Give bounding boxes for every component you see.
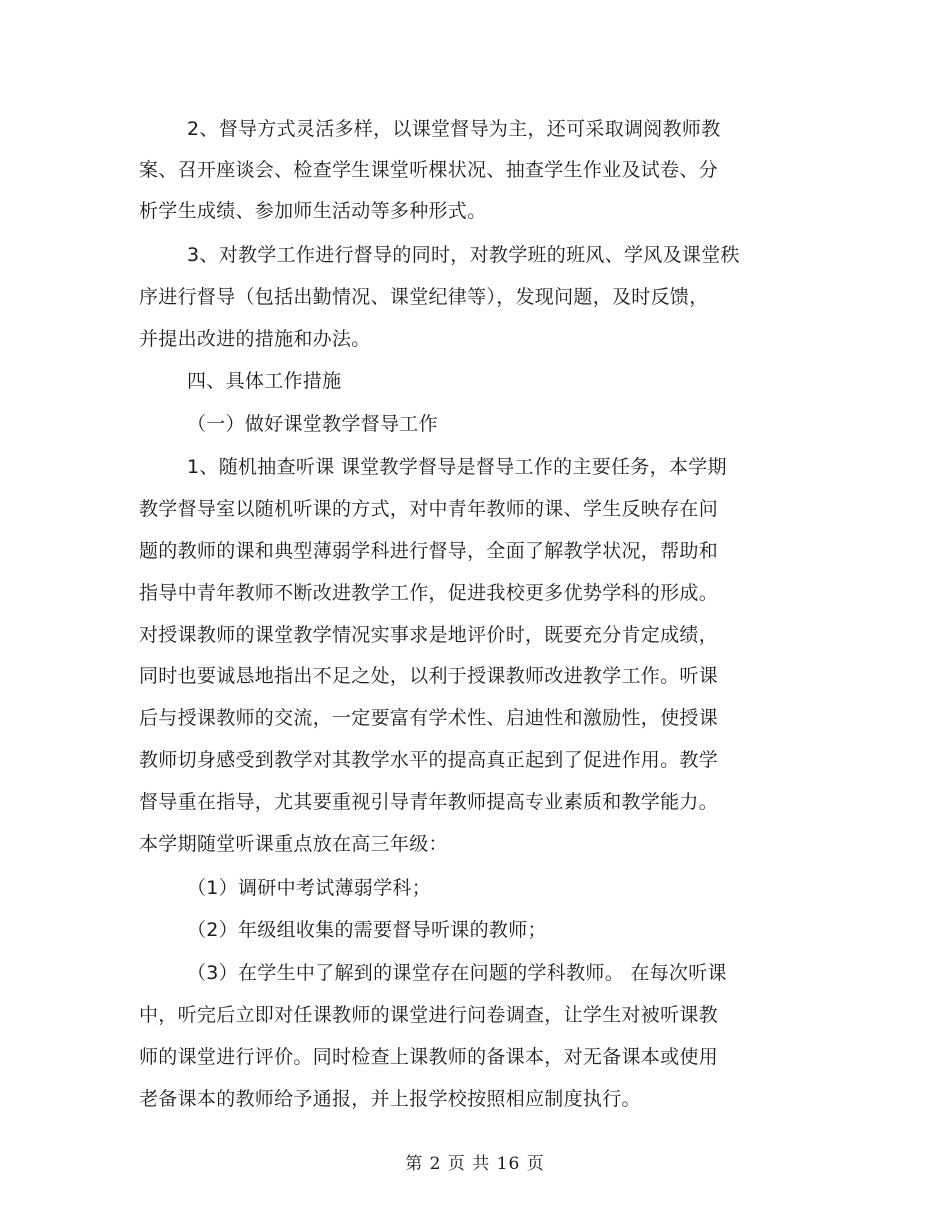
subsection-heading: （一）做好课堂教学督导工作 (187, 413, 438, 435)
text-line-12: 指导中青年教师不断改进教学工作，促进我校更多优势学科的形成。 (139, 582, 719, 604)
text-line-5: 序进行督导（包括出勤情况、课堂纪律等），发现问题，及时反馈， (139, 286, 709, 308)
text-line-17: 督导重在指导，尤其要重视引导青年教师提高专业素质和教学能力。 (139, 791, 719, 813)
text-line-2: 案、召开座谈会、检查学生课堂听棵状况、抽查学生作业及试卷、分 (139, 159, 719, 181)
text-line-4: 3、对教学工作进行督导的同时，对教学班的班风、学风及课堂秩 (187, 244, 740, 266)
list-item-1: （1）调研中考试薄弱学科； (187, 877, 431, 899)
text-line-22: 中，听完后立即对任课教师的课堂进行问卷调查，让学生对被听课教 (139, 1004, 719, 1026)
text-line-11: 题的教师的课和典型薄弱学科进行督导，全面了解教学状况，帮助和 (139, 540, 719, 562)
text-line-9: 1、随机抽查听课 课堂教学督导是督导工作的主要任务，本学期 (187, 456, 727, 478)
text-line-6: 并提出改进的措施和办法。 (139, 328, 371, 350)
section-heading: 四、具体工作措施 (187, 370, 342, 392)
text-line-14: 同时也要诚恳地指出不足之处，以利于授课教师改进教学工作。听课 (139, 665, 719, 687)
text-line-3: 析学生成绩、参加师生活动等多种形式。 (139, 200, 487, 222)
text-line-1: 2、督导方式灵活多样，以课堂督导为主，还可采取调阅教师教 (187, 118, 721, 140)
list-item-2: （2）年级组收集的需要督导听课的教师； (187, 919, 547, 941)
text-line-18: 本学期随堂听课重点放在高三年级： (139, 833, 448, 855)
text-line-16: 教师切身感受到教学对其教学水平的提高真正起到了促进作用。教学 (139, 749, 719, 771)
text-line-10: 教学督导室以随机听课的方式，对中青年教师的课、学生反映存在问 (139, 498, 719, 520)
text-line-23: 师的课堂进行评价。同时检查上课教师的备课本，对无备课本或使用 (139, 1046, 719, 1068)
text-line-13: 对授课教师的课堂教学情况实事求是地评价时，既要充分肯定成绩， (139, 624, 719, 646)
text-line-15: 后与授课教师的交流，一定要富有学术性、启迪性和激励性，使授课 (139, 707, 719, 729)
page-number-footer: 第 2 页 共 16 页 (405, 1154, 545, 1174)
text-line-24: 老备课本的教师给予通报，并上报学校按照相应制度执行。 (139, 1088, 641, 1110)
list-item-3: （3）在学生中了解到的课堂存在问题的学科教师。 在每次听课 (187, 962, 727, 984)
